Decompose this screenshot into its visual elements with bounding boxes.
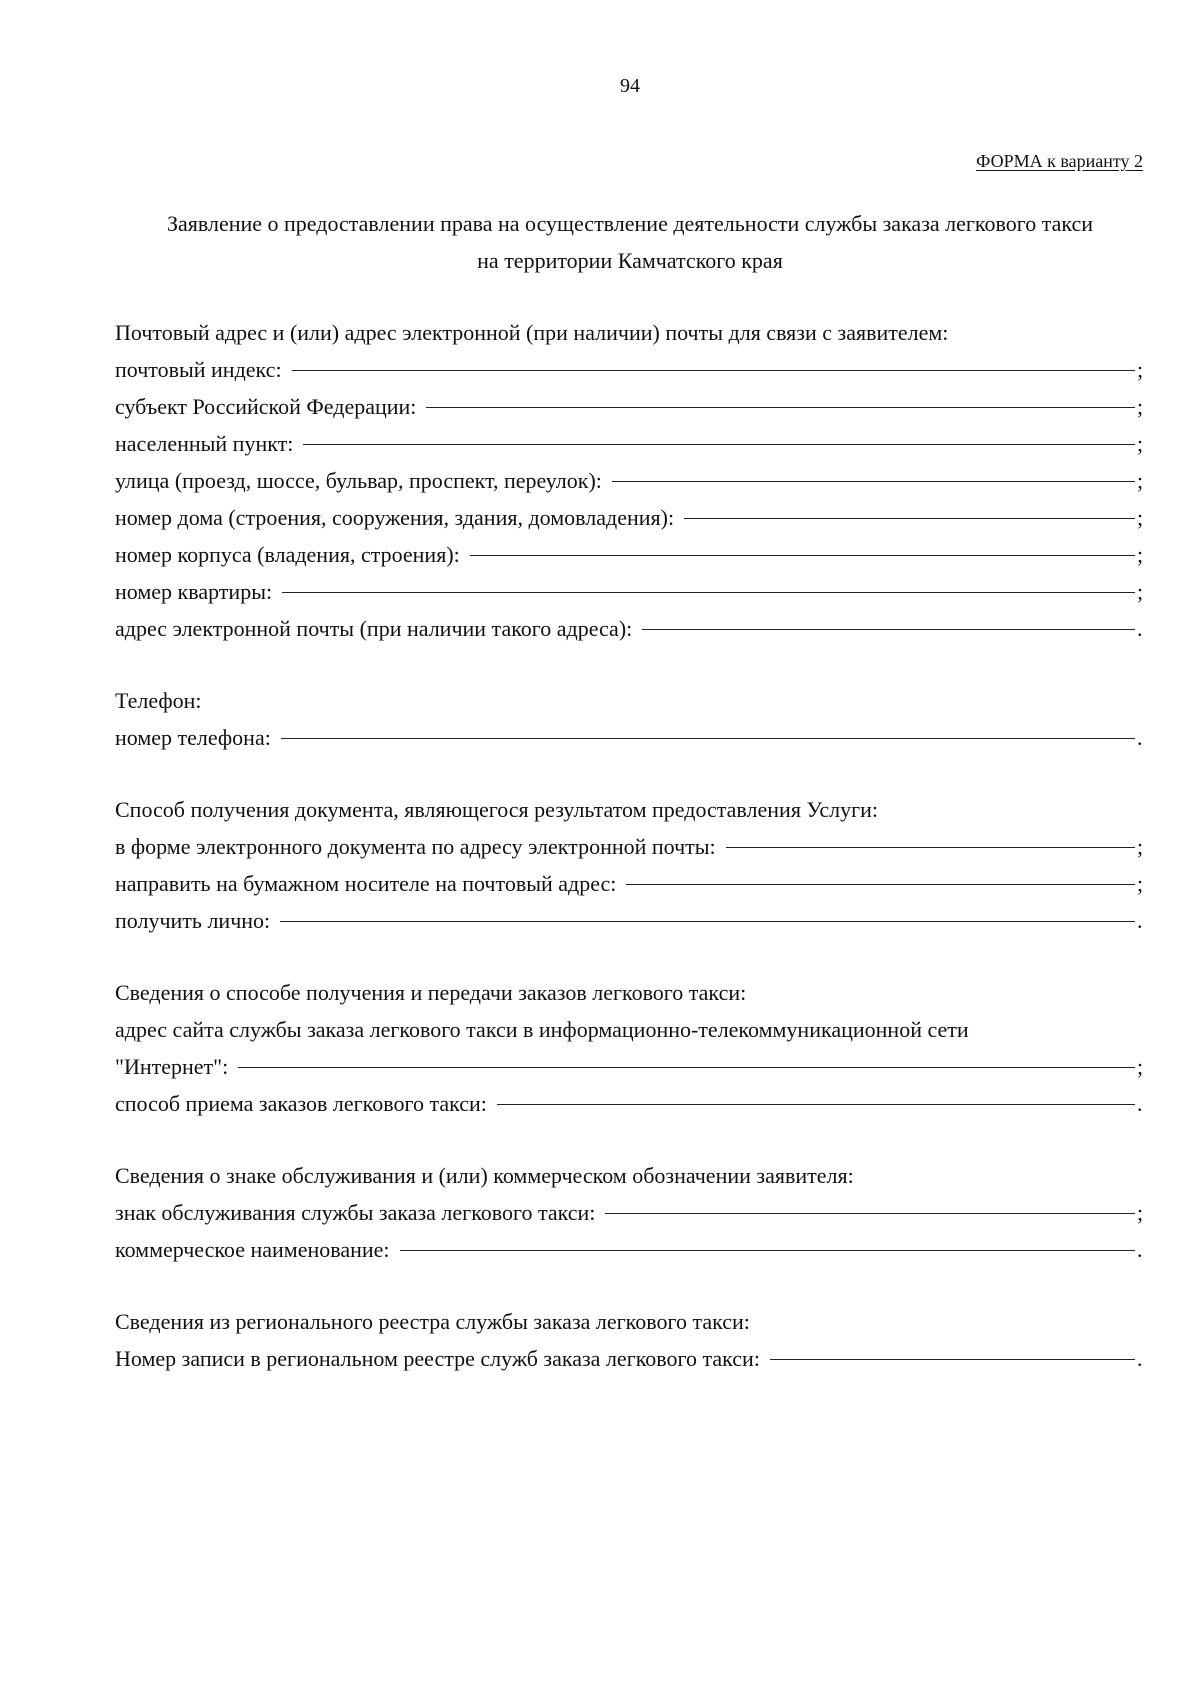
section-delivery-method [115, 791, 1145, 939]
field-phone-number [115, 719, 1145, 756]
registry-number-input-line[interactable] [770, 1358, 1135, 1360]
field-label: в форме электронного документа по адресу электронной почты: [115, 834, 716, 859]
section-heading: Сведения о способе получения и передачи заказов легкового такси: [115, 980, 747, 1005]
order-method-input-line[interactable] [497, 1103, 1135, 1105]
email-input-line[interactable] [642, 628, 1135, 630]
field-label: номер дома (строения, сооружения, здания, домовладения): [115, 505, 675, 530]
section-heading: Сведения о знаке обслуживания и (или) коммерческом обозначении заявителя: [115, 1163, 854, 1188]
field-paper-delivery [115, 865, 1145, 902]
field-label: Номер записи в региональном реестре служб заказа легкового такси: [115, 1346, 760, 1371]
field-in-person [115, 902, 1145, 939]
field-punctuation: . [1137, 1346, 1143, 1371]
section-postal-address [115, 314, 1145, 647]
field-website [115, 1048, 1145, 1085]
field-punctuation: ; [1137, 1054, 1144, 1079]
section-gap [115, 1122, 1145, 1157]
section-gap [115, 647, 1145, 682]
section-gap [115, 939, 1145, 974]
field-commercial-name [115, 1231, 1145, 1268]
field-federal-subject [115, 388, 1145, 425]
field-apartment-number [115, 573, 1145, 610]
title-line-2: на территории Камчатского края [477, 248, 783, 273]
field-label: почтовый индекс: [115, 357, 282, 382]
apartment-number-input-line[interactable] [282, 591, 1135, 593]
field-punctuation: ; [1137, 871, 1144, 896]
section-phone [115, 682, 1145, 756]
form-body [115, 314, 1145, 1377]
postal-code-input-line[interactable] [292, 369, 1135, 371]
field-label: адрес электронной почты (при наличии такого адреса): [115, 616, 633, 641]
field-label: "Интернет": [115, 1054, 229, 1079]
section-orders [115, 974, 1145, 1122]
section-heading: Почтовый адрес и (или) адрес электронной (при наличии) почты для связи с заявителем: [115, 320, 949, 345]
section-heading: Телефон: [115, 688, 202, 713]
website-input-line[interactable] [238, 1066, 1135, 1068]
section-heading: Способ получения документа, являющегося результатом предоставления Услуги: [115, 797, 879, 822]
field-punctuation: ; [1137, 834, 1144, 859]
field-label: коммерческое наименование: [115, 1237, 390, 1262]
section-heading: Сведения из регионального реестра службы заказа легкового такси: [115, 1309, 750, 1334]
field-label: номер телефона: [115, 725, 271, 750]
field-registry-number [115, 1340, 1145, 1377]
commercial-name-input-line[interactable] [400, 1249, 1135, 1251]
federal-subject-input-line[interactable] [426, 406, 1135, 408]
field-email [115, 610, 1145, 647]
field-punctuation: ; [1137, 505, 1144, 530]
field-house-number [115, 499, 1145, 536]
electronic-delivery-input-line[interactable] [726, 846, 1135, 848]
field-label: субъект Российской Федерации: [115, 394, 417, 419]
field-label: способ приема заказов легкового такси: [115, 1091, 487, 1116]
field-punctuation: . [1137, 1091, 1143, 1116]
field-punctuation: ; [1137, 579, 1144, 604]
building-number-input-line[interactable] [470, 554, 1135, 556]
field-building-number [115, 536, 1145, 573]
field-punctuation: . [1137, 908, 1143, 933]
field-label: населенный пункт: [115, 431, 294, 456]
field-label: номер квартиры: [115, 579, 273, 604]
field-locality [115, 425, 1145, 462]
field-service-mark [115, 1194, 1145, 1231]
field-street [115, 462, 1145, 499]
title-line-1: Заявление о предоставлении права на осуществление деятельности службы заказа легкового такси [166, 211, 1094, 236]
section-service-mark [115, 1157, 1145, 1268]
field-punctuation: . [1137, 1237, 1143, 1262]
street-input-line[interactable] [612, 480, 1135, 482]
field-order-method [115, 1085, 1145, 1122]
section-gap [115, 756, 1145, 791]
field-label: направить на бумажном носителе на почтовый адрес: [115, 871, 617, 896]
field-punctuation: ; [1137, 431, 1144, 456]
field-label: знак обслуживания службы заказа легкового такси: [115, 1200, 596, 1225]
field-postal-code [115, 351, 1145, 388]
phone-number-input-line[interactable] [281, 737, 1135, 739]
field-electronic-delivery [115, 828, 1145, 865]
locality-input-line[interactable] [303, 443, 1135, 445]
field-punctuation: . [1137, 725, 1143, 750]
field-label: улица (проезд, шоссе, бульвар, проспект, переулок): [115, 468, 602, 493]
field-punctuation: . [1137, 616, 1143, 641]
field-punctuation: ; [1137, 542, 1144, 567]
field-label: получить лично: [115, 908, 271, 933]
page-number: 94 [620, 75, 640, 97]
field-punctuation: ; [1137, 357, 1144, 382]
in-person-input-line[interactable] [280, 920, 1135, 922]
section-subheading: адрес сайта службы заказа легкового такси в информационно-телекоммуникационной сети [115, 1017, 969, 1042]
service-mark-input-line[interactable] [605, 1212, 1135, 1214]
paper-delivery-input-line[interactable] [626, 883, 1135, 885]
field-label: номер корпуса (владения, строения): [115, 542, 460, 567]
house-number-input-line[interactable] [684, 517, 1135, 519]
field-punctuation: ; [1137, 394, 1144, 419]
section-registry [115, 1303, 1145, 1377]
form-reference: ФОРМА к варианту 2 [976, 151, 1143, 171]
field-punctuation: ; [1137, 1200, 1144, 1225]
document-title [90, 205, 1170, 279]
field-punctuation: ; [1137, 468, 1144, 493]
section-gap [115, 1268, 1145, 1303]
